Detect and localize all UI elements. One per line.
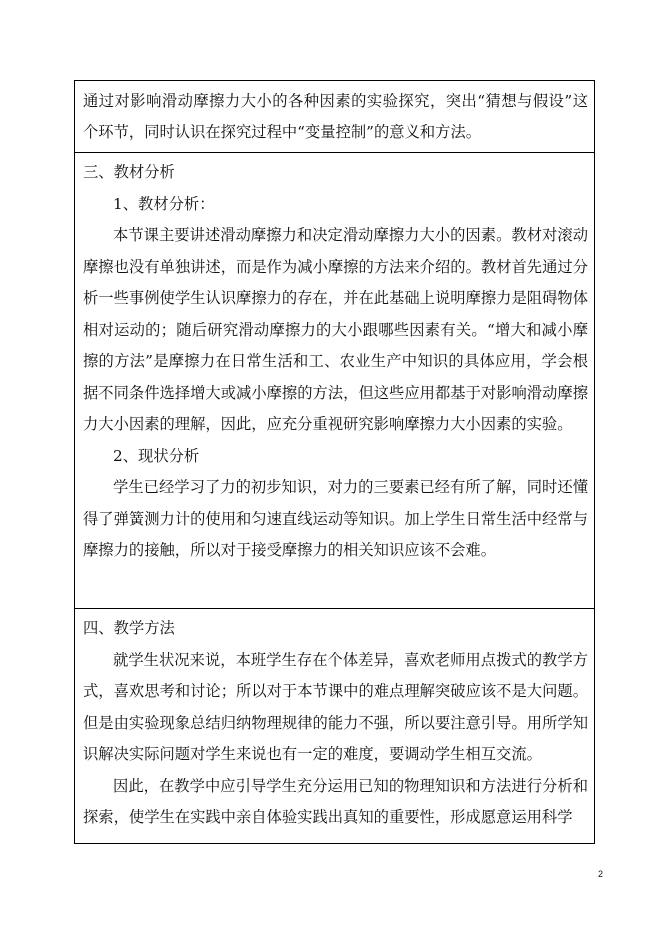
paragraph-status-analysis: 学生已经学习了力的初步知识，对力的三要素已经有所了解，同时还懂得了弹簧测力计的使用和匀速直线运动等知识。加上学生日常生活中经常与摩擦力的接触，所以对于接受摩擦力的相关知识应该不会难。: [83, 478, 588, 559]
section-heading-teaching-methods: 四、教学方法: [83, 619, 175, 637]
paragraph-teaching-methods-1: 就学生状况来说，本班学生存在个体差异，喜欢老师用点拨式的教学方式，喜欢思考和讨论；所以对于本节课中的难点理解突破应该不是大问题。但是由实验现象总结归纳物理规律的能力不强，所以要注意引导。用所学知识解决实际问题对学生来说也有一定的难度，要调动学生相互交流。: [83, 650, 588, 763]
section-heading-textbook-analysis: 三、教材分析: [83, 163, 175, 181]
table-row-textbook-analysis: [75, 153, 594, 609]
page-number: 2: [597, 869, 603, 879]
table-row-teaching-methods: [75, 609, 594, 845]
paragraph-teaching-methods-2: 因此，在教学中应引导学生充分运用已知的物理知识和方法进行分析和探索，使学生在实践中亲自体验实践出真知的重要性，形成愿意运用科学: [83, 776, 588, 826]
objective-text: 通过对影响滑动摩擦力大小的各种因素的实验探究，突出“猜想与假设”这个环节，同时认识在探究过程中“变量控制”的意义和方法。: [83, 92, 588, 141]
paragraph-textbook-analysis: 本节课主要讲述滑动摩擦力和决定滑动摩擦力大小的因素。教材对滚动摩擦也没有单独讲述，而是作为减小摩擦的方法来介绍的。教材首先通过分析一些事例使学生认识摩擦力的存在，并在此基础上说明摩擦力是阻碍物体相对运动的；随后研究滑动摩擦力的大小跟哪些因素有关。“增大和减小摩擦的方法”是摩擦力在日常生活和工、农业生产中知识的具体应用，学会根据不同条件选择增大或减小摩擦的方法，但这些应用都基于对影响滑动摩擦力大小因素的理解，因此，应充分重视研究影响摩擦力大小因素的实验。: [83, 226, 588, 433]
table-row-objectives: [75, 81, 594, 153]
content-table: [74, 80, 595, 844]
subheading-textbook-analysis: 1、教材分析：: [113, 194, 215, 213]
subheading-status-analysis: 2、现状分析: [113, 446, 200, 465]
